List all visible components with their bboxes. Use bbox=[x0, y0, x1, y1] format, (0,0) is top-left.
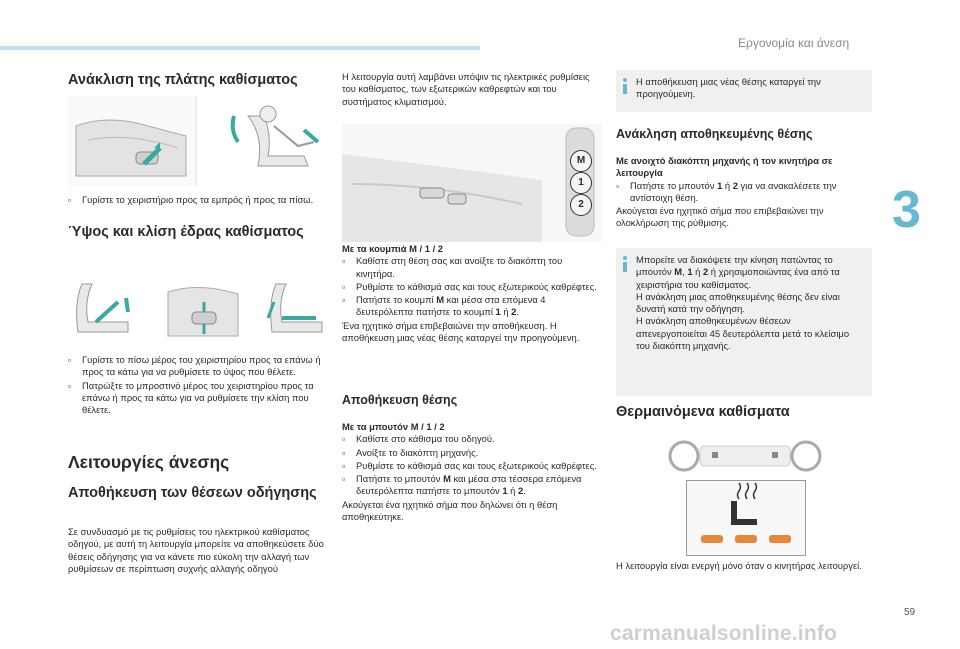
heated-seats-text: Η λειτουργία είναι ενεργή μόνο όταν ο κινητήρας λειτουργεί. bbox=[616, 560, 862, 571]
bullet-item: ▫ Πατήστε το μπουτόν 1 ή 2 για να ανακαλέσετε την αντίστοιχη θέση. bbox=[616, 180, 872, 205]
info-icon bbox=[622, 78, 628, 94]
recall-position-title: Ανάκληση αποθηκευμένης θέσης bbox=[616, 127, 813, 141]
save-position-instructions bbox=[342, 421, 602, 523]
save-position-title: Αποθήκευση θέσης bbox=[342, 393, 458, 407]
bullet-item: ▫ Γυρίστε το χειριστήριο προς τα εμπρός ή προς τα πίσω. bbox=[68, 194, 330, 206]
heated-seats-title: Θερμαινόμενα καθίσματα bbox=[616, 404, 790, 420]
page-number: 59 bbox=[904, 607, 916, 618]
bullet-item: ▫ Πατήστε το κουμπί M και μέσα στα επόμενα 4 δευτερόλεπτα πατήστε το κουμπί 1 ή 2. bbox=[342, 294, 602, 319]
recall-position-instructions bbox=[616, 155, 872, 230]
comfort-functions-title: Λειτουργίες άνεσης bbox=[68, 452, 230, 472]
heated-seats-dashboard-illustration bbox=[660, 438, 830, 474]
bullet-item: ▫ Καθίστε στο κάθισμα του οδηγού. bbox=[342, 433, 602, 445]
bullet-item: ▫ Ανοίξτε το διακόπτη μηχανής. bbox=[342, 447, 602, 459]
subheading: Με ανοιχτό διακόπτη μηχανής ή τον κινητήρα σε λειτουργία bbox=[616, 155, 833, 179]
seatback-recline-instructions bbox=[68, 194, 330, 207]
memory-buttons-illustration bbox=[342, 124, 602, 242]
paragraph: Ακούγεται ένα ηχητικό σήμα που δηλώνει ότι η θέση αποθηκεύτηκε. bbox=[342, 498, 558, 523]
heated-seat-control-panel bbox=[686, 480, 806, 556]
seat-height-tilt-instructions bbox=[68, 354, 330, 417]
bullet-item: ▫ Πατήστε το μπουτόν M και μέσα στα τέσσερα επόμενα δευτερόλεπτα πατήστε το μπουτόν 1 ή 2. bbox=[342, 473, 602, 498]
memory-m-instructions bbox=[342, 243, 602, 344]
page-header: Εργονομία και άνεση bbox=[738, 36, 850, 50]
top-accent-bar bbox=[0, 46, 480, 50]
memory-button-m[interactable]: M bbox=[570, 150, 592, 172]
seat-height-tilt-title: Ύψος και κλίση έδρας καθίσματος bbox=[68, 224, 304, 240]
seatback-recline-illustration bbox=[68, 96, 330, 188]
info-box-interrupt bbox=[616, 248, 872, 396]
bullet-item: ▫ Πατρώξτε το μπροστινό μέρος του χειριστηρίου προς τα επάνω ή προς τα κάτω για να ρυθμίσετε την κλίση που θέλετε. bbox=[68, 380, 330, 417]
paragraph: Ακούγεται ένα ηχητικό σήμα που επιβεβαιώνει την ολοκλήρωση της ρύθμισης. bbox=[616, 205, 824, 229]
memory-intro-text: Η λειτουργία αυτή λαμβάνει υπόψιν τις ηλεκτρικές ρυθμίσεις του καθίσματος, των εξωτερικών καθρεφτών και του συστήματος κλιματισμού. bbox=[342, 71, 590, 107]
memory-button-1[interactable]: 1 bbox=[570, 172, 592, 194]
subheading: Με τα μπουτόν M / 1 / 2 bbox=[342, 421, 445, 432]
bullet-item: ▫ Ρυθμίστε το κάθισμά σας και τους εξωτερικούς καθρέφτες. bbox=[342, 281, 602, 293]
driving-positions-text: Σε συνδυασμό με τις ρυθμίσεις του ηλεκτρικού καθίσματος οδηγού, με αυτή τη λειτουργία μπορείτε να αποθηκεύσετε δύο θέσεις οδήγησης για να κάνετε πιο εύκολη την αλλαγή των ρυθμίσεων σε περίπτωση συχνής αλλαγής οδηγού bbox=[68, 526, 324, 574]
bullet-item: ▫ Ρυθμίστε το κάθισμά σας και τους εξωτερικούς καθρέφτες. bbox=[342, 460, 602, 472]
bullet-item: ▫ Καθίστε στη θέση σας και ανοίξτε το διακόπτη του κινητήρα. bbox=[342, 255, 602, 280]
chapter-number: 3 bbox=[892, 181, 921, 239]
watermark: carmanualsonline.info bbox=[610, 622, 838, 645]
info-icon bbox=[622, 256, 628, 272]
info-text: Η αποθήκευση μιας νέας θέσης καταργεί την προηγούμενη. bbox=[636, 76, 821, 100]
info-box-new-position bbox=[616, 70, 872, 112]
seatback-recline-title: Ανάκλιση της πλάτης καθίσματος bbox=[68, 72, 298, 88]
paragraph: Ένα ηχητικό σήμα επιβεβαιώνει την αποθήκευση. Η αποθήκευση μιας νέας θέσης καταργεί την προηγούμενη. bbox=[342, 319, 580, 344]
driving-positions-title: Αποθήκευση των θέσεων οδήγησης bbox=[68, 485, 317, 501]
seat-height-tilt-illustration bbox=[68, 262, 330, 342]
memory-button-2[interactable]: 2 bbox=[570, 194, 592, 216]
bullet-item: ▫ Γυρίστε το πίσω μέρος του χειριστηρίου προς τα επάνω ή προς τα κάτω για να ρυθμίσετε το ύψος που θέλετε. bbox=[68, 354, 330, 379]
subheading: Με τα κουμπιά M / 1 / 2 bbox=[342, 243, 444, 254]
info-text: Μπορείτε να διακόψετε την κίνηση πατώντας το μπουτόν M, 1 ή 2 ή χρησιμοποιώντας ένα από τα χειριστήρια του καθίσματος. Η ανάκληση μιας αποθηκευμένης θέσης δεν είναι δυνατή κατά την οδήγηση. Η ανάκληση αποθηκευμένων θέσεων απενεργοποιείται 45 δευτερόλεπτα μετά το κλείσιμο του διακόπτη μηχανής. bbox=[636, 254, 850, 352]
